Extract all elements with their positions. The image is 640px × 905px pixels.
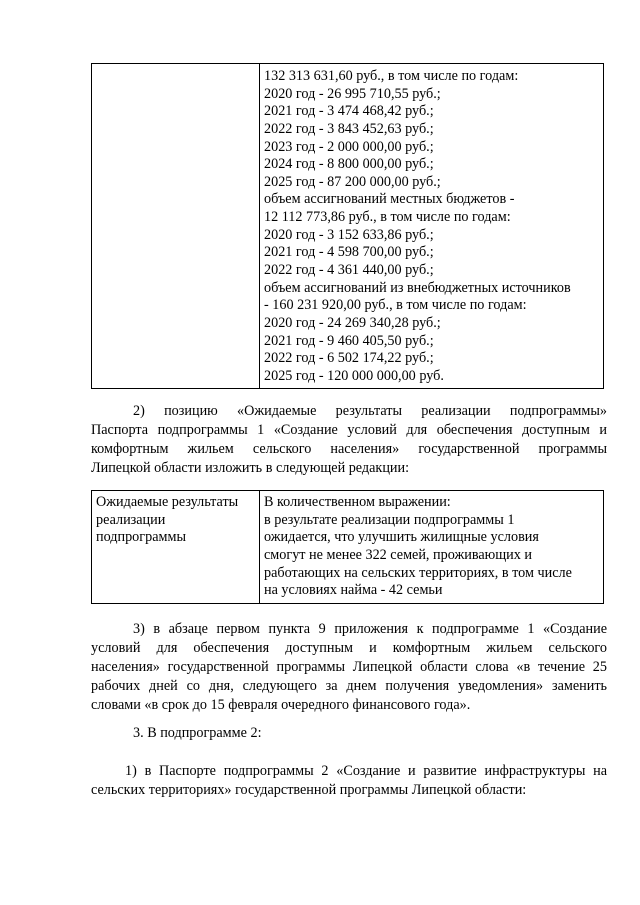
paragraph-subprogram-2-heading (91, 724, 607, 743)
funding-line: 132 313 631,60 руб., в том числе по годам: (264, 68, 519, 84)
paragraph-line: рабочих дней со дня, следующего за днем получения уведомления» заменить (91, 678, 607, 695)
paragraph-line: сельских территориях» государственной программы Липецкой области: (91, 782, 527, 799)
table-cell-left (92, 64, 260, 389)
funding-line: объем ассигнований из внебюджетных источников (264, 279, 571, 296)
funding-line: 2025 год - 87 200 000,00 руб.; (264, 173, 441, 190)
funding-line: 12 112 773,86 руб., в том числе по годам: (264, 209, 511, 226)
funding-line: 2020 год - 3 152 633,86 руб.; (264, 226, 434, 243)
funding-table-continuation (91, 63, 604, 389)
funding-line: 2021 год - 3 474 468,42 руб.; (264, 103, 434, 120)
funding-line: 2020 год - 26 995 710,55 руб.; (264, 85, 441, 102)
paragraph-amendment-appendix (91, 620, 607, 715)
label-line: Ожидаемые результаты (96, 494, 239, 510)
value-line: в результате реализации подпрограммы 1 (264, 511, 515, 528)
funding-line: 2022 год - 6 502 174,22 руб.; (264, 350, 434, 367)
value-line: В количественном выражении: (264, 494, 451, 510)
paragraph-line: населения» государственной программы Липецкой области слова «в течение 25 (91, 659, 607, 676)
label-line: подпрограммы (96, 529, 186, 546)
value-line: смогут не менее 322 семей, проживающих и (264, 546, 533, 563)
value-line: ожидается, что улучшить жилищные условия (264, 529, 539, 546)
paragraph-expected-results-intro (91, 402, 607, 478)
table-cell-right (260, 64, 604, 389)
funding-line: - 160 231 920,00 руб., в том числе по годам: (264, 297, 527, 314)
table-cell-value (260, 491, 604, 604)
paragraph-line: Липецкой области изложить в следующей редакции: (91, 460, 410, 477)
value-line: работающих на сельских территориях, в том числе (264, 564, 572, 581)
table-cell-label (92, 491, 260, 604)
table-row (92, 491, 604, 604)
paragraph-line: словами «в срок до 15 февраля очередного финансового года». (91, 697, 471, 714)
paragraph-line: условий для обеспечения доступным и комфортным жильем сельского (91, 640, 607, 657)
value-line: на условиях найма - 42 семьи (264, 582, 443, 599)
funding-line: 2025 год - 120 000 000,00 руб. (264, 367, 444, 384)
funding-line: 2024 год - 8 800 000,00 руб.; (264, 156, 434, 173)
funding-line: 2023 год - 2 000 000,00 руб.; (264, 138, 434, 155)
paragraph-line: 3. В подпрограмме 2: (133, 725, 262, 741)
funding-line: 2021 год - 9 460 405,50 руб.; (264, 332, 434, 349)
expected-results-table (91, 490, 604, 604)
funding-line: 2021 год - 4 598 700,00 руб.; (264, 244, 434, 261)
paragraph-line: 1) в Паспорте подпрограммы 2 «Создание и развитие инфраструктуры на (125, 763, 607, 779)
paragraph-subprogram-2-passport (91, 762, 607, 800)
paragraph-line: Паспорта подпрограммы 1 «Создание условий для обеспечения доступным и (91, 422, 607, 439)
funding-line: 2022 год - 4 361 440,00 руб.; (264, 262, 434, 279)
table-row (92, 64, 604, 389)
funding-line: 2020 год - 24 269 340,28 руб.; (264, 314, 441, 331)
funding-line: объем ассигнований местных бюджетов - (264, 191, 515, 208)
funding-line: 2022 год - 3 843 452,63 руб.; (264, 120, 434, 137)
paragraph-line: комфортным жильем сельского населения» государственной программы (91, 441, 607, 458)
label-line: реализации (96, 511, 166, 528)
paragraph-line: 2) позицию «Ожидаемые результаты реализации подпрограммы» (133, 403, 607, 419)
paragraph-line: 3) в абзаце первом пункта 9 приложения к подпрограмме 1 «Создание (133, 621, 607, 637)
